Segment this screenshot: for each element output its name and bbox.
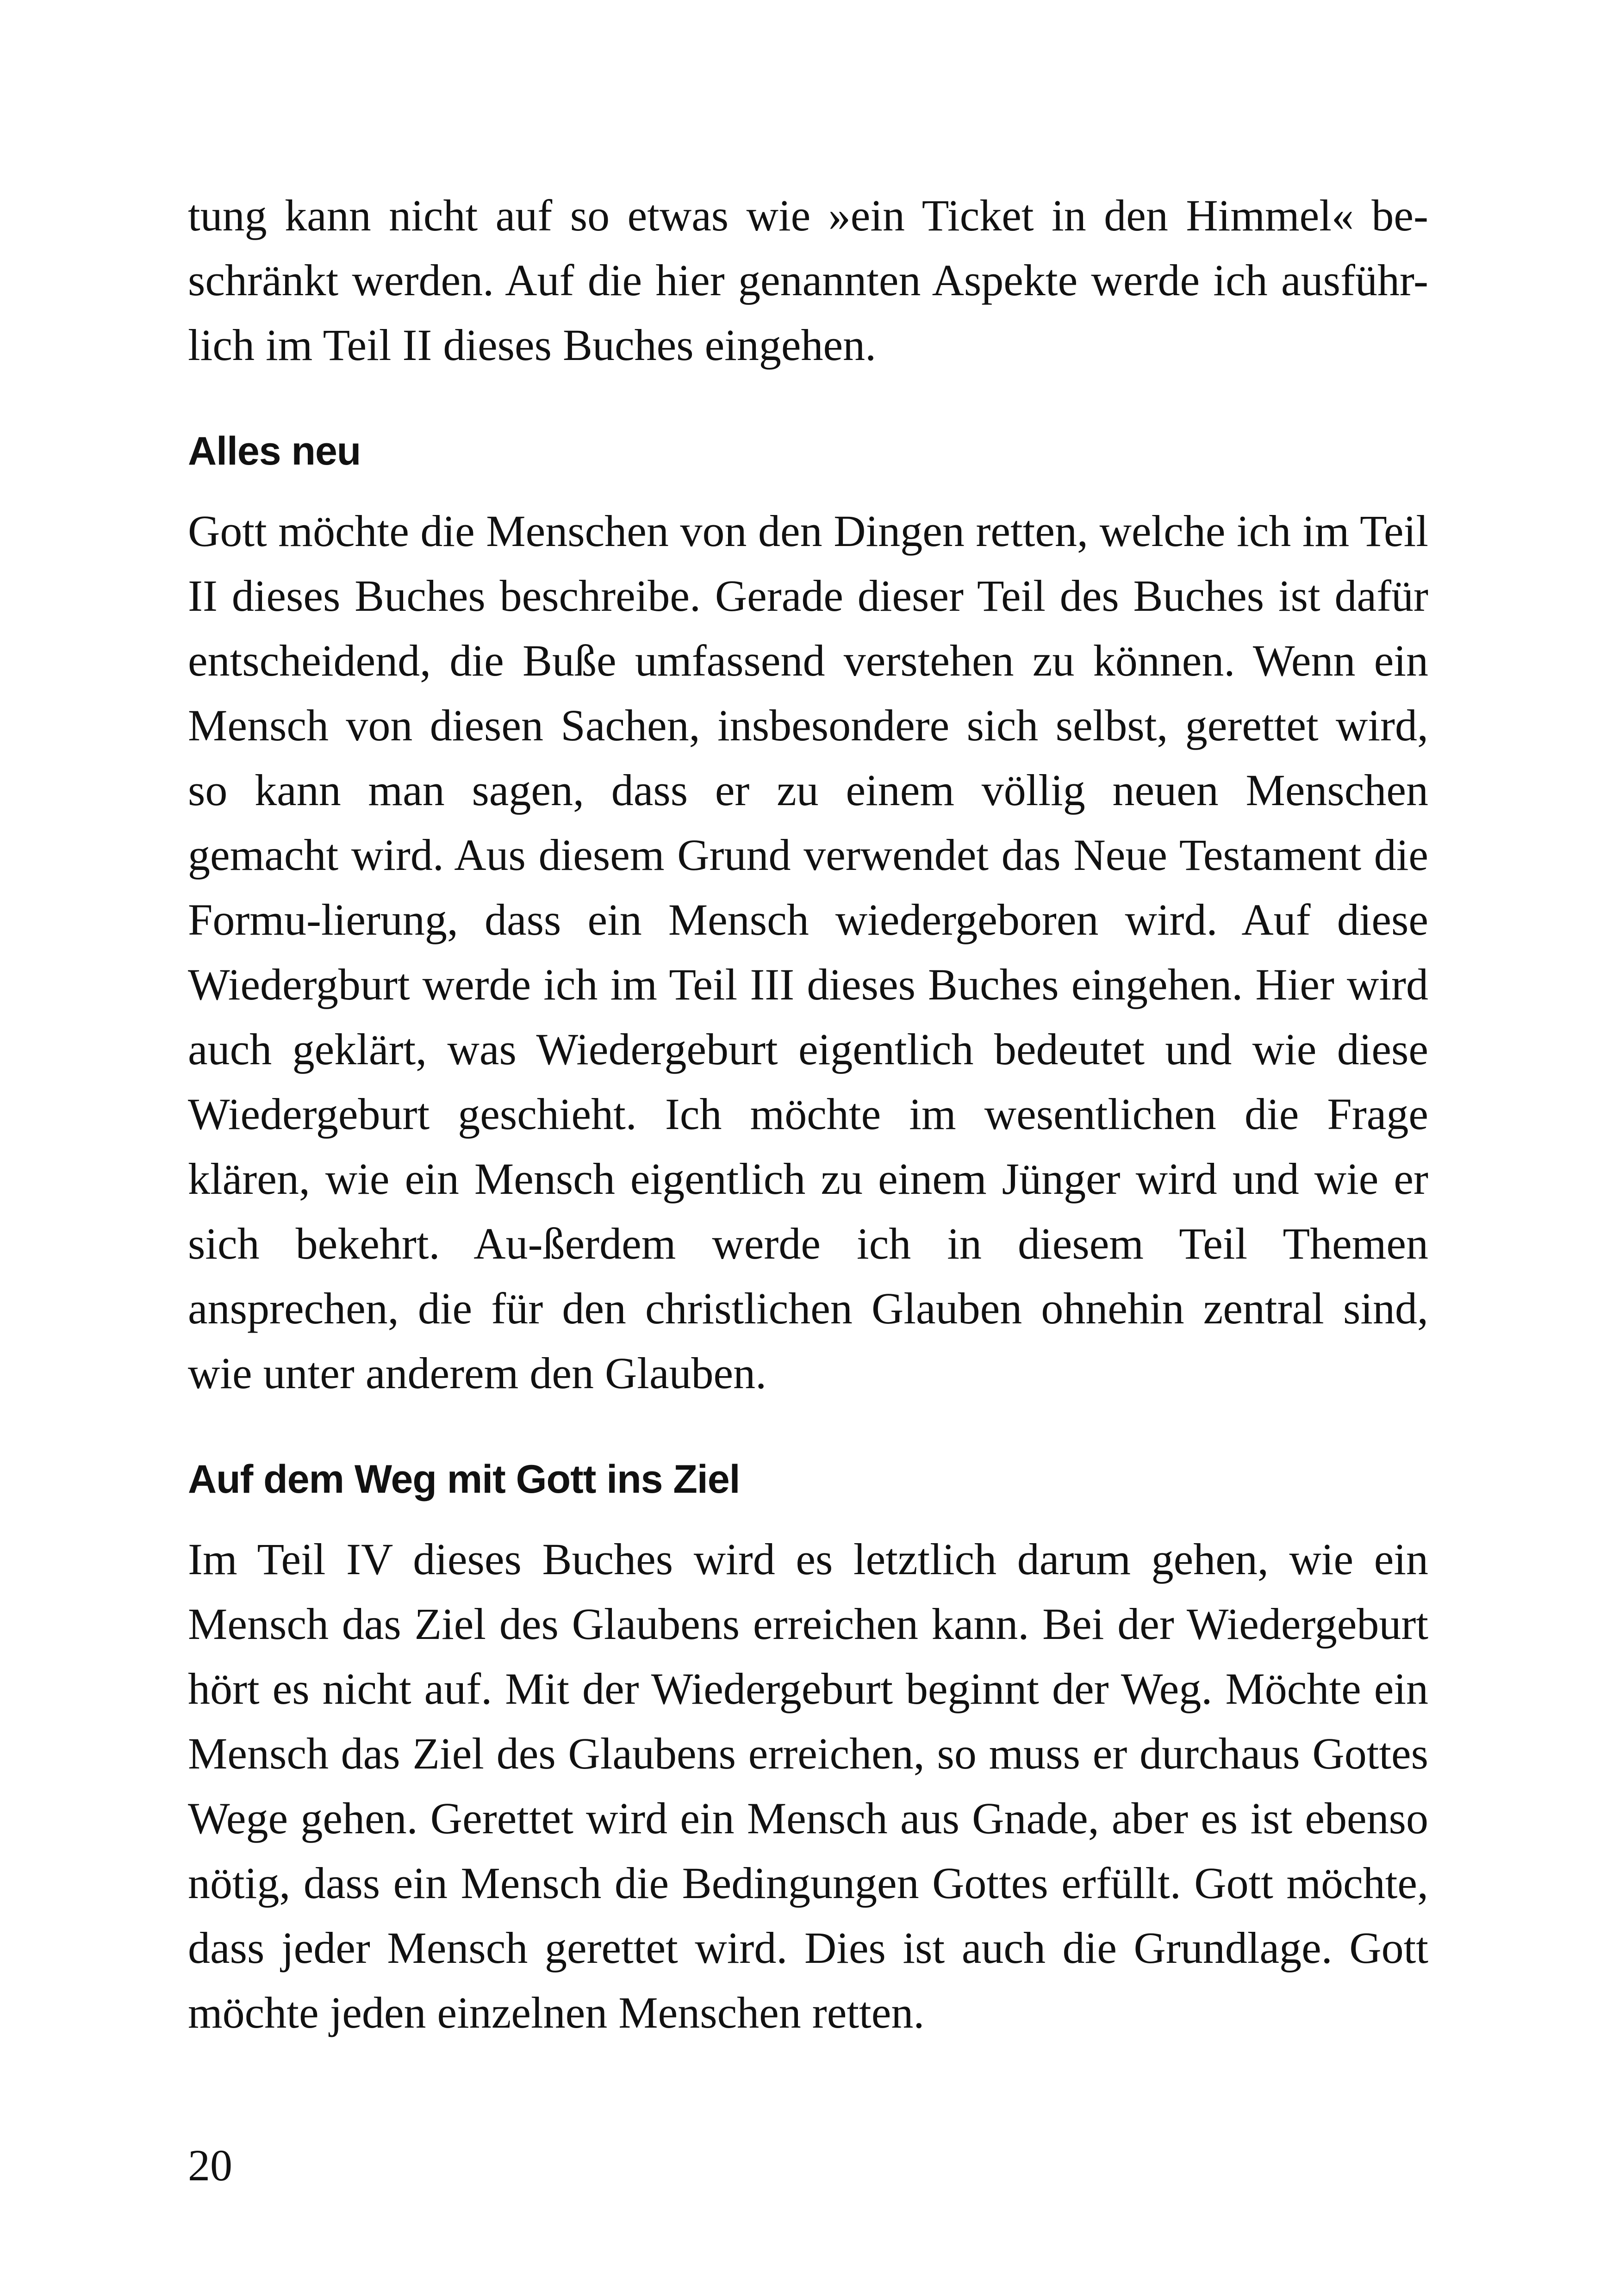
paragraph-intro-continuation: tung kann nicht auf so etwas wie »ein Ticket in den Himmel« be-schränkt werden. Auf die hier genannten Aspekte werde ich ausführ-lich im Teil II dieses Buches eingehen. xyxy=(188,191,1428,370)
page-number: 20 xyxy=(188,2141,232,2190)
section-heading-alles-neu: Alles neu xyxy=(188,429,361,473)
section-heading-weg-mit-gott: Auf dem Weg mit Gott ins Ziel xyxy=(188,1457,740,1502)
paragraph-weg-mit-gott: Im Teil IV dieses Buches wird es letztlich darum gehen, wie ein Mensch das Ziel des Glaubens erreichen kann. Bei der Wiedergeburt hört es nicht auf. Mit der Wiedergeburt beginnt der Weg. Möchte ein Mensch das Ziel des Glaubens erreichen, so muss er durchaus Gottes Wege gehen. Gerettet wird ein Mensch aus Gnade, aber es ist ebenso nötig, dass ein Mensch die Bedingungen Gottes erfüllt. Gott möchte, dass jeder Mensch gerettet wird. Dies ist auch die Grundlage. Gott möchte jeden einzelnen Menschen retten. xyxy=(188,1534,1428,2037)
paragraph-alles-neu: Gott möchte die Menschen von den Dingen retten, welche ich im Teil II dieses Buches beschreibe. Gerade dieser Teil des Buches ist dafür entscheidend, die Buße umfassend verstehen zu können. Wenn ein Mensch von diesen Sachen, insbesondere sich selbst, gerettet wird, so kann man sagen, dass er zu einem völlig neuen Menschen gemacht wird. Aus diesem Grund verwendet das Neue Testament die Formu-lierung, dass ein Mensch wiedergeboren wird. Auf diese Wiedergburt werde ich im Teil III dieses Buches eingehen. Hier wird auch geklärt, was Wiedergeburt eigentlich bedeutet und wie diese Wiedergeburt geschieht. Ich möchte im wesentlichen die Frage klären, wie ein Mensch eigentlich zu einem Jünger wird und wie er sich bekehrt. Au-ßerdem werde ich in diesem Teil Themen ansprechen, die für den christlichen Glauben ohnehin zentral sind, wie unter anderem den Glauben. xyxy=(188,506,1428,1398)
